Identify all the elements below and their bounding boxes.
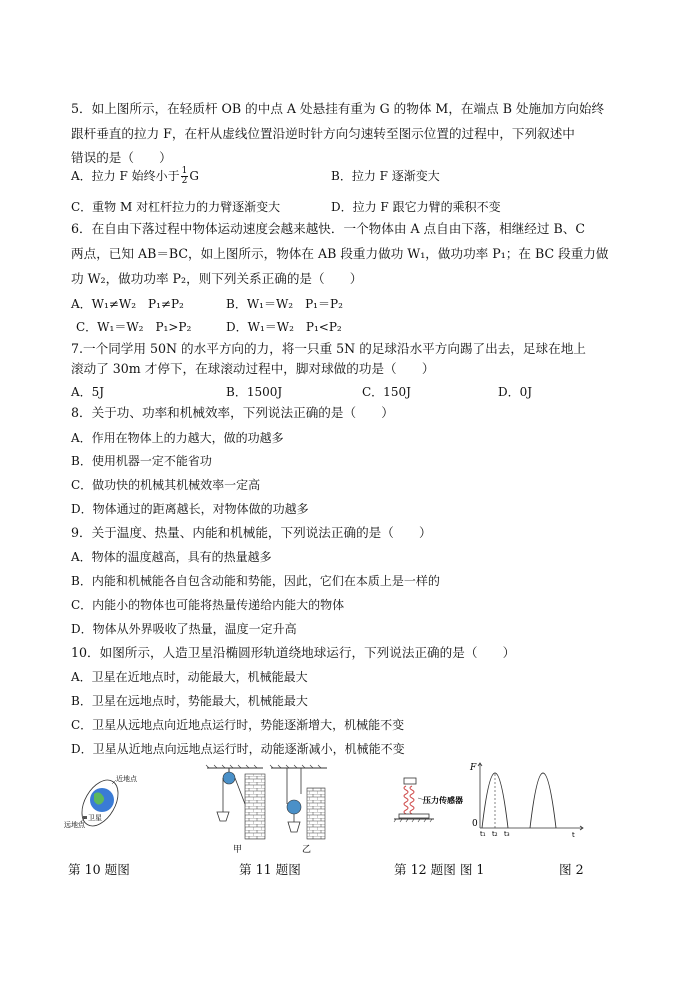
q8-option-c: C．做功快的机械其机械效率一定高 — [71, 478, 261, 492]
figure-12-force-time-graph — [468, 760, 586, 838]
q10-option-d: D．卫星从近地点向远地点运行时，动能逐渐减小，机械能不变 — [71, 742, 405, 756]
movable-pulley-icon — [287, 800, 301, 814]
q5-option-c: C．重物 M 对杠杆拉力的力臂逐渐变大 — [71, 200, 281, 214]
label-yi: 乙 — [302, 845, 312, 855]
caption-fig10: 第 10 题图 — [68, 862, 130, 877]
ball-block — [404, 778, 416, 784]
q10-stem: 10．如图所示，人造卫星沿椭圆形轨道绕地球运行，下列说法正确的是（ ） — [71, 645, 516, 660]
q6-option-c: C．W₁＝W₂ P₁>P₂ — [76, 320, 192, 334]
tick-t3: t₃ — [504, 830, 510, 838]
q6-option-a: A．W₁≠W₂ P₁≠P₂ — [71, 297, 184, 311]
brick-wall — [245, 774, 265, 839]
q5-option-a — [71, 167, 199, 186]
tick-t1: t₁ — [480, 830, 486, 838]
q7-line2: 滚动了 30m 才停下，在球滚动过程中，脚对球做的功是（ ） — [71, 361, 435, 376]
caption-fig11: 第 11 题图 — [239, 862, 301, 877]
q8-option-b: B．使用机器一定不能省功 — [71, 454, 212, 468]
rope — [235, 778, 245, 804]
axis-label-F: F — [470, 763, 477, 773]
q6-option-d: D．W₁＝W₂ P₁<P₂ — [226, 320, 342, 334]
satellite-icon — [83, 816, 87, 819]
q10-option-a: A．卫星在近地点时，动能最大，机械能最大 — [71, 670, 308, 684]
q5-line2: 跟杆垂直的拉力 F，在杆从虚线位置沿逆时针方向匀速转至图示位置的过程中，下列叙述中 — [71, 126, 575, 141]
q5-line3: 错误的是（ ） — [71, 150, 172, 165]
fraction — [181, 167, 189, 186]
caption-fig12-2: 图 2 — [559, 862, 584, 877]
q9-option-c: C．内能小的物体也可能将热量传递给内能大的物体 — [71, 598, 345, 612]
second-peak-curve — [530, 773, 556, 828]
q8-option-d: D．物体通过的距离越长，对物体做的功越多 — [71, 502, 309, 516]
q5-option-d: D．拉力 F 跟它力臂的乘积不变 — [331, 200, 501, 214]
origin-label: 0 — [472, 819, 478, 829]
q6-line1: 6．在自由下落过程中物体运动速度会越来越快．一个物体由 A 点自由下落，相继经过 B、C — [71, 221, 585, 236]
near-point-label: 近地点 — [116, 775, 137, 783]
q7-option-d: D．0J — [498, 385, 533, 399]
caption-fig12-1: 第 12 题图 图 1 — [394, 862, 485, 877]
weight-icon — [217, 812, 229, 821]
q10-option-c: C．卫星从远地点向近地点运行时，势能逐渐增大，机械能不变 — [71, 718, 405, 732]
q5-line1: 5．如上图所示，在轻质杆 OB 的中点 A 处悬挂有重为 G 的物体 M，在端点 B 处施加方向始终 — [71, 101, 605, 116]
spring-icon — [404, 786, 408, 814]
q10-option-b: B．卫星在远地点时，势能最大，机械能最大 — [71, 694, 308, 708]
fixed-pulley-icon — [223, 772, 235, 784]
sensor-plate — [399, 814, 429, 818]
q6-line2: 两点，已知 AB＝BC，如上图所示，物体在 AB 段重力做功 W₁，做功功率 P₁；在 BC 段重力做 — [71, 246, 609, 261]
q5-option-a-text: A．拉力 F 始终小于 — [71, 169, 180, 183]
weight-icon — [288, 822, 300, 832]
satellite-label: 卫星 — [88, 814, 102, 822]
q6-option-b: B．W₁＝W₂ P₁＝P₂ — [226, 297, 343, 311]
q8-option-a: A．作用在物体上的力越大，做的功越多 — [71, 431, 284, 445]
brick-wall — [307, 788, 325, 839]
q7-option-a: A．5J — [71, 385, 105, 399]
axis-label-t: t — [572, 831, 575, 839]
q8-stem: 8．关于功、功率和机械效率，下列说法正确的是（ ） — [71, 405, 394, 420]
figure-10-satellite-orbit — [66, 770, 146, 830]
figure-11-pulleys — [205, 764, 330, 854]
q7-line1: 7.一个同学用 50N 的水平方向的力，将一只重 5N 的足球沿水平方向踢了出去，足球在地上 — [71, 341, 586, 356]
far-point-label: 远地点 — [64, 821, 85, 829]
q5-option-a-tail: G — [189, 169, 199, 183]
q9-option-a: A．物体的温度越高，具有的热量越多 — [71, 550, 272, 564]
q9-option-b: B．内能和机械能各自包含动能和势能，因此，它们在本质上是一样的 — [71, 574, 440, 588]
figure-12-spring-sensor — [394, 776, 474, 828]
q7-option-c: C．150J — [362, 385, 411, 399]
fraction-numerator: 1 — [181, 166, 188, 176]
q9-option-d: D．物体从外界吸收了热量，温度一定升高 — [71, 622, 297, 636]
tick-t2: t₂ — [492, 830, 498, 838]
q7-option-b: B．1500J — [226, 385, 283, 399]
q6-line3: 功 W₂，做功功率 P₂，则下列关系正确的是（ ） — [71, 271, 363, 286]
spring-icon — [410, 786, 414, 814]
fraction-denominator: 2 — [181, 176, 188, 186]
label-jia: 甲 — [233, 845, 243, 855]
q9-stem: 9．关于温度、热量、内能和机械能，下列说法正确的是（ ） — [71, 525, 432, 540]
q5-option-b: B．拉力 F 逐渐变大 — [331, 169, 440, 183]
sensor-label: 压力传感器 — [423, 796, 463, 805]
